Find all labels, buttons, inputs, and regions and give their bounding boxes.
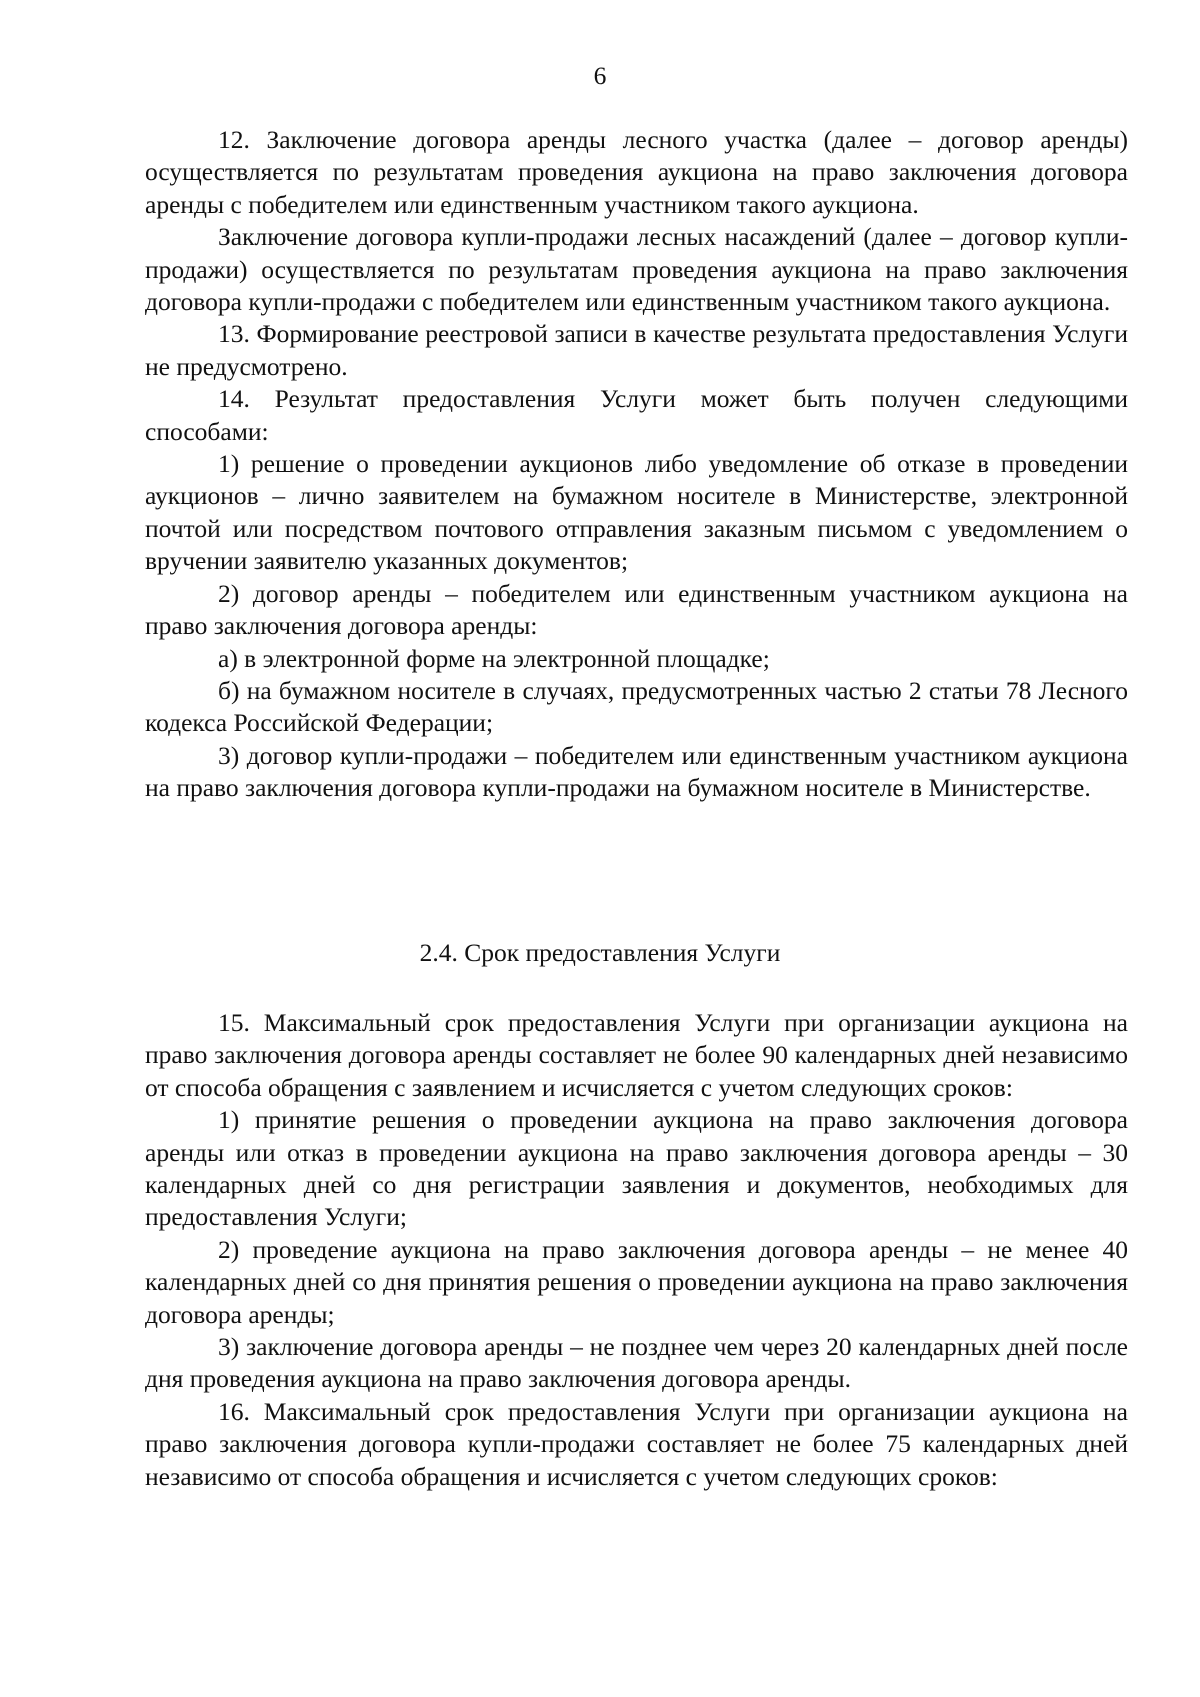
text-block-after-heading — [145, 1007, 1128, 1493]
list-item-15-2: 2) проведение аукциона на право заключения договора аренды – не менее 40 календарных дней со дня принятия решения о проведении аукциона на право заключения договора аренды; — [145, 1234, 1128, 1329]
list-item-15-1: 1) принятие решения о проведении аукциона на право заключения договора аренды или отказ в проведении аукциона на право заключения договора аренды – 30 календарных дней со дня регистрации заявления и документов, необходимых для предоставления Услуги; — [145, 1105, 1128, 1232]
paragraph-12-continued: Заключение договора купли-продажи лесных насаждений (далее – договор купли-продажи) осуществляется по результатам проведения аукциона на право заключения договора купли-продажи с победителем или единственным участником такого аукциона. — [145, 222, 1128, 317]
list-item-14-2: 2) договор аренды – победителем или единственным участником аукциона на право заключения договора аренды: — [145, 578, 1128, 641]
section-heading: 2.4. Срок предоставления Услуги — [419, 938, 781, 967]
paragraph-13: 13. Формирование реестровой записи в качестве результата предоставления Услуги не предусмотрено. — [145, 319, 1128, 381]
list-item-14-2-b: б) на бумажном носителе в случаях, предусмотренных частью 2 статьи 78 Лесного кодекса Российской Федерации; — [145, 675, 1128, 738]
text-block-before-heading — [145, 124, 1128, 805]
paragraph-14: 14. Результат предоставления Услуги может быть получен следующими способами: — [145, 384, 1128, 446]
list-item-14-2-a: а) в электронной форме на электронной площадке; — [218, 643, 770, 673]
list-item-14-1: 1) решение о проведении аукционов либо уведомление об отказе в проведении аукционов – лично заявителем на бумажном носителе в Министерстве, электронной почтой или посредством почтового отправления заказным письмом с уведомлением о вручении заявителю указанных документов; — [145, 449, 1128, 576]
page-number: 6 — [593, 61, 607, 90]
paragraph-16: 16. Максимальный срок предоставления Услуги при организации аукциона на право заключения договора купли-продажи составляет не более 75 календарных дней независимо от способа обращения и исчисляется с учетом следующих сроков: — [145, 1396, 1128, 1491]
paragraph-15: 15. Максимальный срок предоставления Услуги при организации аукциона на право заключения договора аренды составляет не более 90 календарных дней независимо от способа обращения с заявлением и исчисляется с учетом следующих сроков: — [145, 1008, 1128, 1102]
paragraph-12: 12. Заключение договора аренды лесного участка (далее – договор аренды) осуществляется по результатам проведения аукциона на право заключения договора аренды с победителем или единственным участником такого аукциона. — [145, 125, 1128, 219]
list-item-15-3: 3) заключение договора аренды – не позднее чем через 20 календарных дней после дня проведения аукциона на право заключения договора аренды. — [145, 1332, 1128, 1394]
list-item-14-3: 3) договор купли-продажи – победителем или единственным участником аукциона на право заключения договора купли-продажи на бумажном носителе в Министерстве. — [145, 740, 1128, 803]
